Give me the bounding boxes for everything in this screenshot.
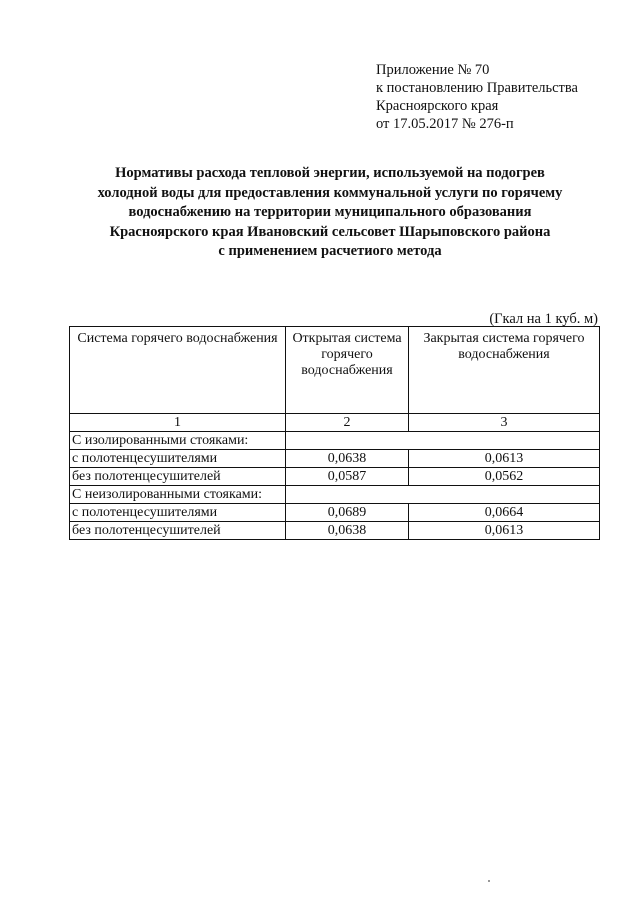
norms-table [69, 326, 600, 540]
table-row [70, 450, 600, 468]
row-name: без полотенцесушителей [70, 468, 286, 486]
closed-value: 0,0664 [409, 504, 600, 522]
appendix-date: от 17.05.2017 № 276-п [376, 116, 514, 132]
group-label: С неизолированными стояками: [70, 486, 286, 504]
group-empty-cell [286, 432, 600, 450]
closed-value: 0,0613 [409, 522, 600, 540]
row-name: с полотенцесушителями [70, 504, 286, 522]
appendix-region: Красноярского края [376, 98, 499, 114]
unit-label: (Гкал на 1 куб. м) [489, 311, 598, 327]
row-name: без полотенцесушителей [70, 522, 286, 540]
closed-value: 0,0613 [409, 450, 600, 468]
table-row [70, 504, 600, 522]
title-line: водоснабжению на территории муниципального образования [128, 204, 532, 220]
group-empty-cell [286, 486, 600, 504]
open-value: 0,0689 [286, 504, 409, 522]
title-line: Красноярского края Ивановский сельсовет Шарыповского района [109, 223, 551, 240]
column-number: 3 [409, 414, 600, 432]
column-number-row [70, 414, 600, 432]
closed-value: 0,0562 [409, 468, 600, 486]
open-value: 0,0587 [286, 468, 409, 486]
column-number: 1 [70, 414, 286, 432]
group-label: С изолированными стояками: [70, 432, 286, 450]
title-line: с применением расчетиого метода [218, 243, 442, 259]
appendix-resolution: к постановлению Правительства [376, 80, 578, 96]
title-line: холодной воды для предоставления коммунальной услуги по горячему [97, 184, 563, 201]
document-title [60, 164, 600, 262]
header-open-system: Открытая система горячего водоснабжения [286, 327, 409, 414]
open-value: 0,0638 [286, 450, 409, 468]
header-system: Система горячего водоснабжения [70, 327, 286, 414]
table-row [70, 468, 600, 486]
scan-speck [488, 880, 490, 882]
table-header-row [70, 327, 600, 414]
table-row [70, 522, 600, 540]
title-line: Нормативы расхода тепловой энергии, используемой на подогрев [115, 165, 545, 181]
row-name: с полотенцесушителями [70, 450, 286, 468]
header-closed-system: Закрытая система горячего водоснабжения [409, 327, 600, 414]
appendix-number: Приложение № 70 [376, 62, 490, 78]
group-row [70, 432, 600, 450]
column-number: 2 [286, 414, 409, 432]
group-row [70, 486, 600, 504]
open-value: 0,0638 [286, 522, 409, 540]
appendix-reference [376, 61, 578, 133]
